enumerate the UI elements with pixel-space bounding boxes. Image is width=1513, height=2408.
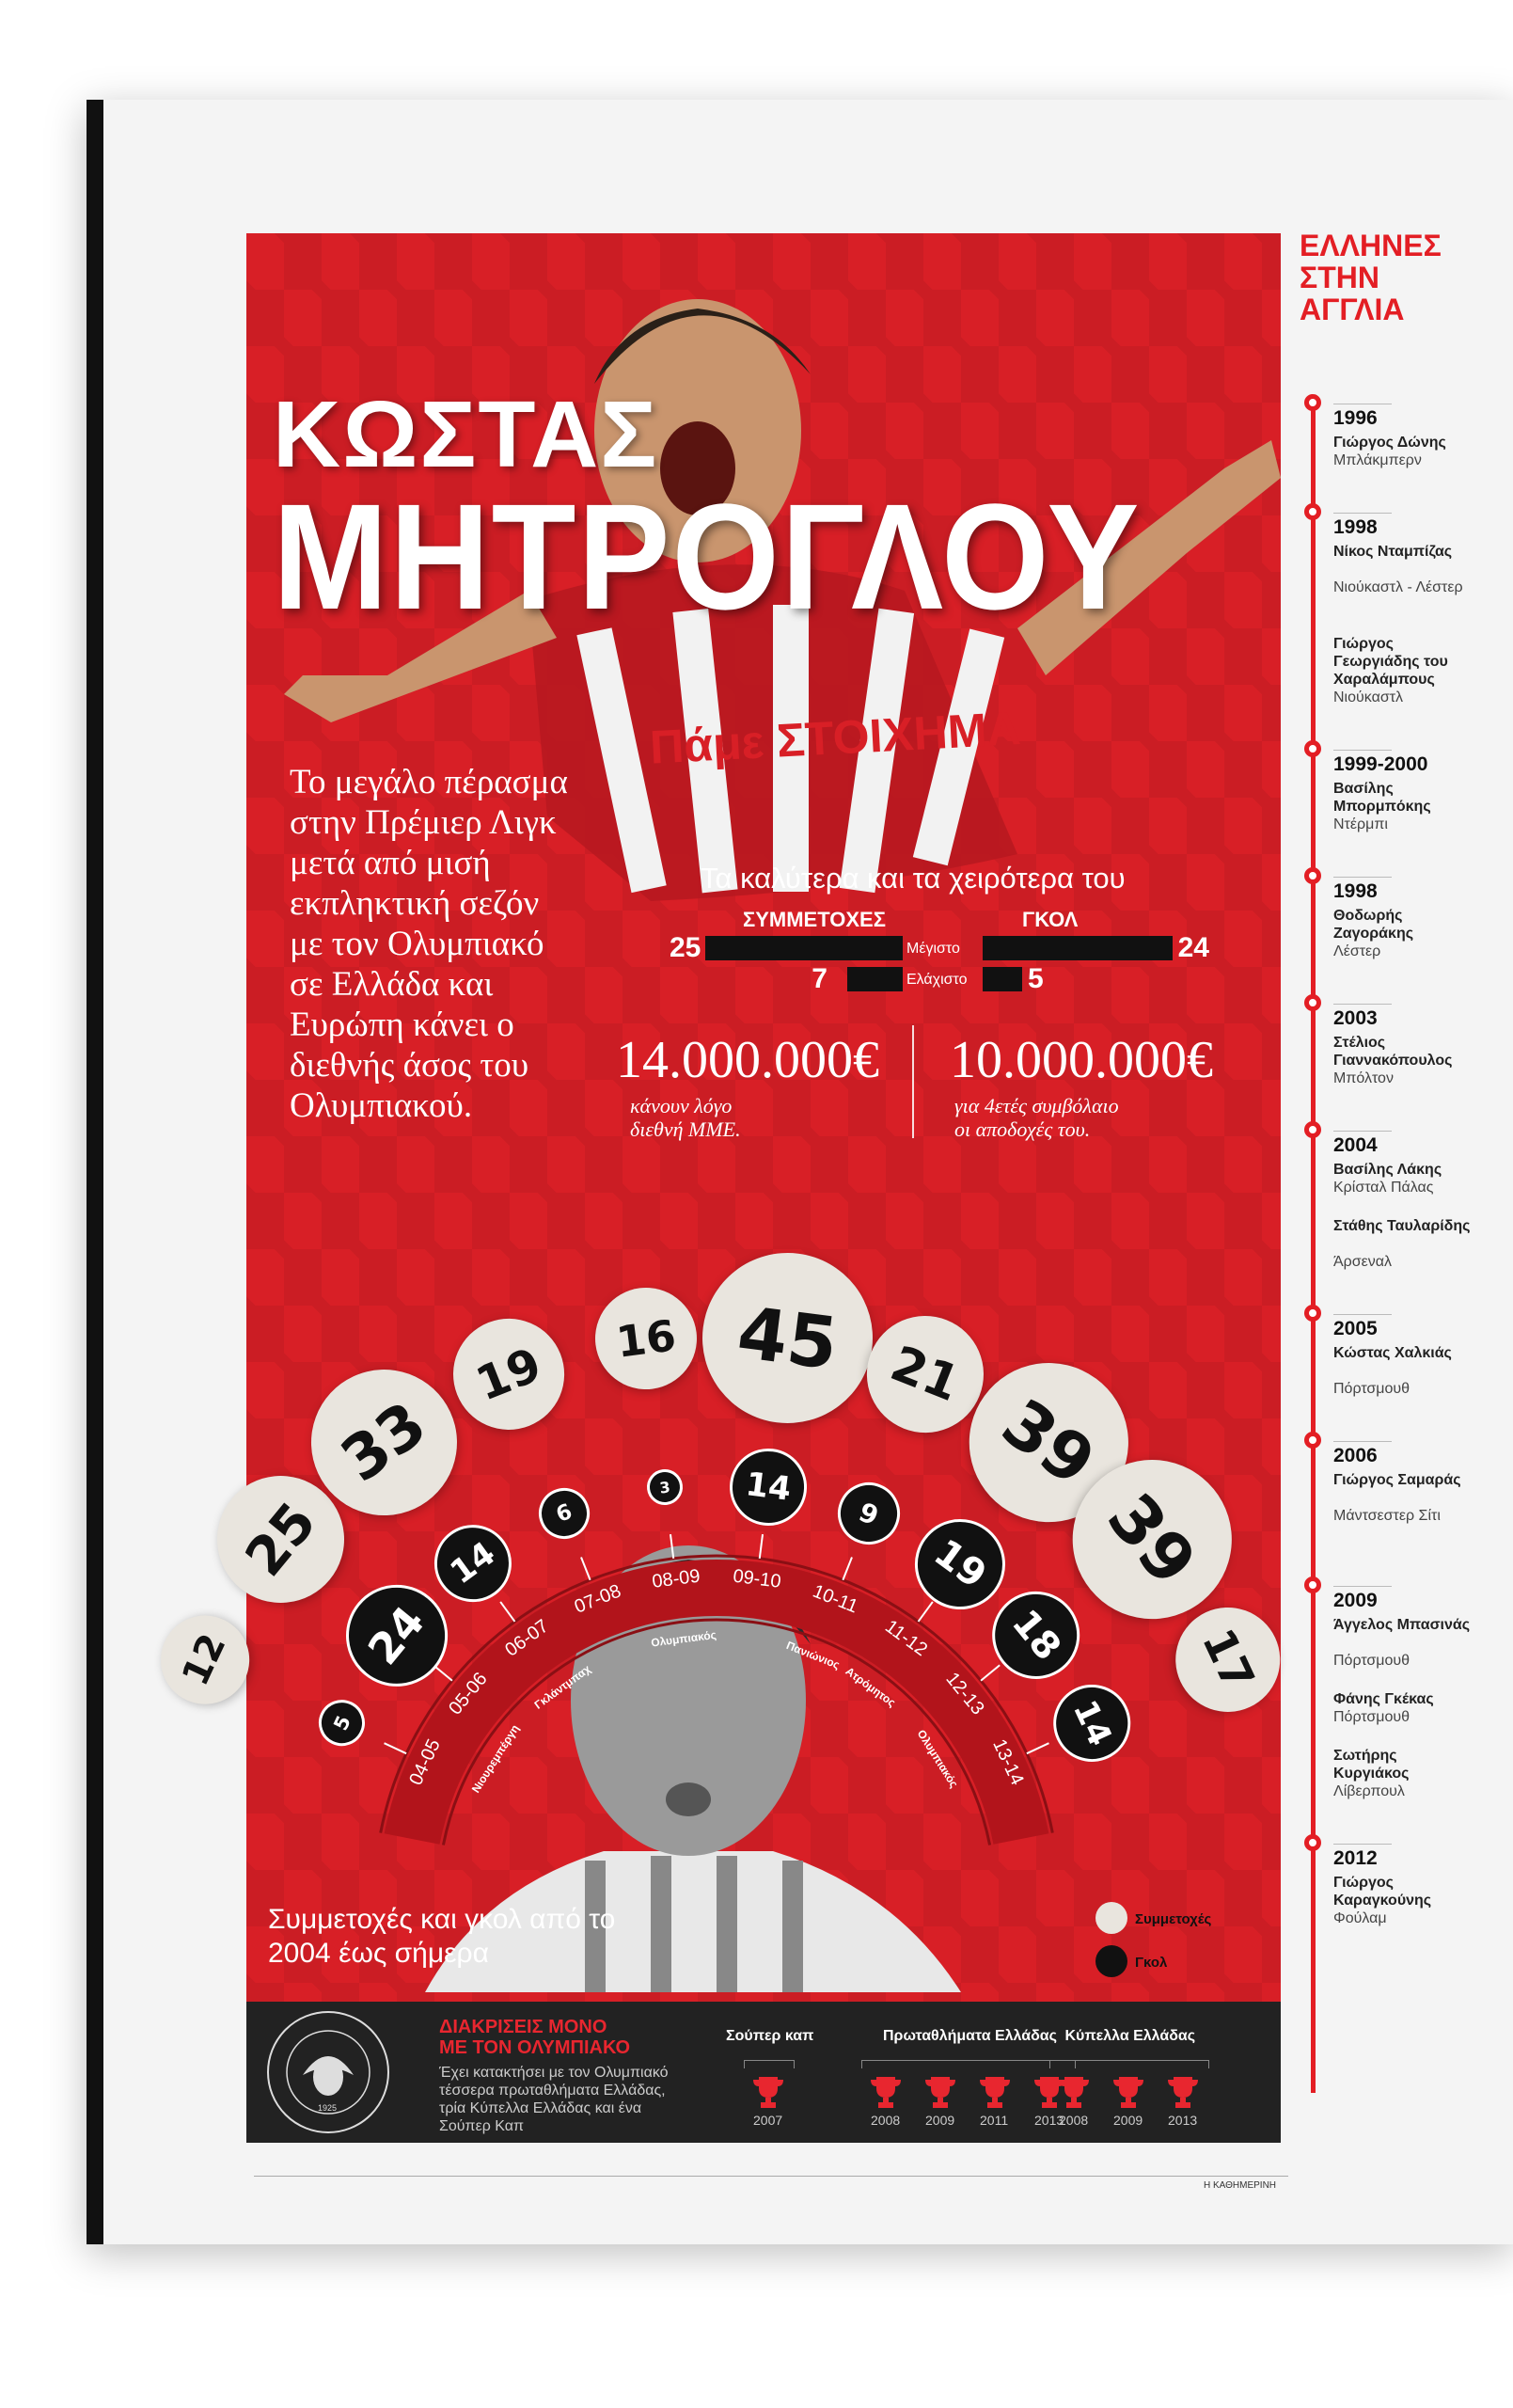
timeline-year: 2012 bbox=[1333, 1847, 1378, 1869]
timeline-rule bbox=[1333, 1844, 1392, 1845]
trophy-year: 2013 bbox=[1168, 2113, 1198, 2128]
salary-caption-2: οι αποδοχές του. bbox=[954, 1117, 1091, 1141]
trophy-icon bbox=[749, 2075, 787, 2109]
timeline-player-club: Μάντσεστερ Σίτι bbox=[1333, 1508, 1441, 1524]
club-label: Νιουρεμπέργη bbox=[468, 1722, 522, 1796]
timeline-rule bbox=[1333, 1131, 1392, 1132]
goals-min-bar bbox=[983, 967, 1022, 991]
timeline-year: 1998 bbox=[1333, 880, 1378, 902]
season-label: 11-12 bbox=[881, 1616, 932, 1661]
trophy-year: 2009 bbox=[925, 2113, 955, 2128]
trophy-year: 2009 bbox=[1113, 2113, 1143, 2128]
timeline-dot bbox=[1304, 740, 1321, 757]
season-label: 08-09 bbox=[651, 1565, 701, 1592]
season-tick bbox=[919, 1602, 933, 1622]
footer-rule bbox=[254, 2176, 1288, 2177]
timeline-rule bbox=[1333, 1314, 1392, 1315]
season-label: 05-06 bbox=[445, 1668, 492, 1719]
timeline-rule bbox=[1333, 877, 1392, 878]
appearances-bubble: 17 bbox=[1158, 1590, 1298, 1729]
timeline-dot bbox=[1304, 394, 1321, 411]
timeline-player-name: Νίκος Νταμπίζας bbox=[1333, 544, 1453, 560]
timeline-year: 1996 bbox=[1333, 407, 1378, 429]
transfer-fee-amount: 14.000.000€ bbox=[616, 1031, 879, 1089]
season-label: 07-08 bbox=[571, 1580, 624, 1618]
timeline-player-name: Θοδωρής Ζαγοράκης bbox=[1333, 908, 1414, 942]
honours-text: Έχει κατακτήσει με τον Ολυμπιακό τέσσερα πρωταθλήματα Ελλάδας, τρία Κύπελλα Ελλάδας και ένα Σούπερ Καπ bbox=[439, 2065, 669, 2134]
timeline-player-name: Άγγελος Μπασινάς bbox=[1333, 1617, 1471, 1633]
legend-goals-label: Γκολ bbox=[1135, 1955, 1168, 1971]
club-label: Γκλάντμπαχ bbox=[531, 1662, 593, 1712]
season-label: 09-10 bbox=[732, 1565, 782, 1592]
timeline-player-name: Φάνης Γκέκας bbox=[1333, 1691, 1434, 1707]
goals-bubble: 14 bbox=[418, 1510, 527, 1618]
logo-year: 1925 bbox=[318, 2103, 338, 2113]
timeline-player-club: Κρίσταλ Πάλας bbox=[1333, 1180, 1434, 1196]
trophy-icon bbox=[922, 2075, 959, 2109]
appearances-bubble: 19 bbox=[436, 1302, 580, 1446]
timeline-rule bbox=[1333, 750, 1392, 751]
season-tick bbox=[1027, 1743, 1049, 1753]
apps-max-bar bbox=[705, 936, 903, 960]
timeline-player-club: Ντέρμπι bbox=[1333, 816, 1388, 832]
best-worst-title: Τα καλύτερα και τα χειρότερα του bbox=[701, 862, 1126, 895]
goals-max-bar bbox=[983, 936, 1173, 960]
timeline-year: 2005 bbox=[1333, 1318, 1378, 1339]
trophy-year: 2008 bbox=[871, 2113, 901, 2128]
appearances-bubble: 21 bbox=[849, 1298, 1001, 1450]
sidebar-title-line-2: ΣΤΗΝ bbox=[1300, 261, 1379, 294]
honours-title-line-2: ΜΕ ΤΟΝ ΟΛΥΜΠΙΑΚΟ bbox=[439, 2037, 631, 2058]
season-tick bbox=[670, 1534, 673, 1559]
goals-bubble: 14 bbox=[1040, 1671, 1143, 1774]
timeline-rule bbox=[1333, 1004, 1392, 1005]
transfer-fee-caption-1: κάνουν λόγο bbox=[630, 1094, 733, 1117]
trophy-group-bracket bbox=[861, 2060, 1076, 2068]
timeline-dot bbox=[1304, 503, 1321, 520]
timeline-player-name: Γιώργος Γεωργιάδης του Χαραλάμπους bbox=[1333, 636, 1448, 688]
trophy-group-title: Κύπελλα Ελλάδας bbox=[1064, 2028, 1196, 2044]
goals-bubble: 14 bbox=[725, 1444, 812, 1530]
appearances-bubble: 16 bbox=[589, 1281, 702, 1395]
appearances-bubble: 25 bbox=[192, 1450, 370, 1629]
apps-header: ΣΥΜΜΕΤΟΧΕΣ bbox=[743, 908, 886, 931]
timeline-player-club: Πόρτσμουθ bbox=[1333, 1709, 1411, 1725]
timeline-player-club: Άρσεναλ bbox=[1333, 1254, 1393, 1270]
timeline-player-name: Βασίλης Μπορμπόκης bbox=[1333, 781, 1431, 815]
title-last-name: ΜΗΤΡΟΓΛΟΥ bbox=[273, 472, 1142, 641]
timeline-player-club: Νιούκαστλ - Λέστερ bbox=[1333, 579, 1463, 595]
appearances-bubble: 45 bbox=[692, 1244, 882, 1434]
timeline-dot bbox=[1304, 1834, 1321, 1851]
timeline-player-name: Γιώργος Σαμαράς bbox=[1333, 1472, 1461, 1488]
trophy-icon bbox=[1164, 2075, 1202, 2109]
timeline-player-club: Λίβερπουλ bbox=[1333, 1783, 1405, 1799]
season-tick bbox=[500, 1602, 514, 1622]
club-label: Πανιώνιος bbox=[784, 1639, 842, 1672]
salary-amount: 10.000.000€ bbox=[950, 1031, 1213, 1089]
timeline-player-club: Νιούκαστλ bbox=[1333, 689, 1404, 705]
legend-apps-label: Συμμετοχές bbox=[1135, 1911, 1212, 1927]
trophy-icon bbox=[1055, 2075, 1093, 2109]
timeline-player-name: Σωτήρης Κυργιάκος bbox=[1333, 1748, 1410, 1782]
goals-max-value: 24 bbox=[1177, 932, 1209, 963]
club-label: Ατρόμητος bbox=[843, 1664, 899, 1710]
intro-text: Το μεγάλο πέρασμα στην Πρέμιερ Λιγκ μετά από μισή εκπληκτική σεζόν με τον Ολυμπιακό σε Ελλάδα και Ευρώπη κάνει ο διεθνής άσος του Ολυμπιακού. bbox=[290, 763, 568, 1125]
season-arc-band bbox=[412, 1588, 1021, 1839]
timeline-player-name: Στάθης Ταυλαρίδης bbox=[1333, 1218, 1471, 1234]
timeline-rule bbox=[1333, 1441, 1392, 1442]
goals-bubble: 3 bbox=[644, 1467, 685, 1508]
appearances-bubble: 39 bbox=[1041, 1428, 1264, 1651]
appearances-bubble: 39 bbox=[938, 1331, 1160, 1553]
timeline-year: 2004 bbox=[1333, 1134, 1378, 1156]
appearances-bubble: 33 bbox=[282, 1340, 486, 1545]
goals-min-value: 5 bbox=[1028, 963, 1044, 994]
season-tick bbox=[385, 1743, 407, 1753]
season-label: 12-13 bbox=[941, 1668, 988, 1719]
timeline-year: 1998 bbox=[1333, 516, 1378, 538]
legend-apps-dot bbox=[1095, 1902, 1127, 1934]
sponsor-text: Πάμε ΣΤΟΙΧΗΜΑ bbox=[648, 702, 1022, 774]
season-label: 13-14 bbox=[988, 1735, 1028, 1789]
timeline-year: 2003 bbox=[1333, 1007, 1378, 1029]
trophy-year: 2007 bbox=[753, 2113, 783, 2128]
season-label: 06-07 bbox=[501, 1615, 553, 1661]
timeline-rule bbox=[1333, 1586, 1392, 1587]
trophy-icon bbox=[1110, 2075, 1147, 2109]
trophy-year: 2013 bbox=[1034, 2113, 1064, 2128]
honours-title bbox=[439, 2017, 630, 2058]
timeline-player-name: Βασίλης Λάκης bbox=[1333, 1162, 1442, 1178]
timeline-year: 2006 bbox=[1333, 1445, 1378, 1466]
min-label: Ελάχιστο bbox=[906, 972, 968, 988]
timeline-player-name: Γιώργος Δώνης bbox=[1333, 435, 1446, 451]
title-first-name: ΚΩΣΤΑΣ bbox=[273, 382, 659, 487]
season-label: 10-11 bbox=[810, 1580, 861, 1618]
trophy-group-bracket bbox=[1049, 2060, 1209, 2068]
timeline-player-name: Κώστας Χαλκιάς bbox=[1333, 1345, 1452, 1361]
season-tick bbox=[981, 1665, 1000, 1681]
goals-bubble: 19 bbox=[897, 1501, 1023, 1627]
sidebar-title bbox=[1300, 230, 1442, 325]
timeline-player-club: Μπλάκμπερν bbox=[1333, 452, 1422, 468]
trophy-icon bbox=[976, 2075, 1014, 2109]
timeline-player-club: Μπόλτον bbox=[1333, 1070, 1394, 1086]
club-label: Ολυμπιακός bbox=[914, 1727, 961, 1791]
goals-bubble: 18 bbox=[974, 1574, 1097, 1697]
trophy-year: 2008 bbox=[1059, 2113, 1089, 2128]
trophy-group-title: Σούπερ καπ bbox=[726, 2028, 814, 2044]
olympiacos-logo bbox=[265, 2009, 392, 2136]
trophy-year: 2011 bbox=[980, 2113, 1009, 2128]
apps-min-value: 7 bbox=[812, 963, 827, 994]
goals-bubble: 5 bbox=[311, 1692, 372, 1753]
goals-bubble: 9 bbox=[829, 1473, 910, 1554]
goals-bubble: 24 bbox=[325, 1564, 468, 1707]
transfer-fee-caption-2: διεθνή ΜΜΕ. bbox=[630, 1117, 741, 1141]
timeline-dot bbox=[1304, 994, 1321, 1011]
goals-bubble: 6 bbox=[531, 1481, 597, 1546]
timeline-rule bbox=[1333, 513, 1392, 514]
season-tick bbox=[581, 1558, 591, 1580]
timeline-player-name: Στέλιος Γιαννακόπουλος bbox=[1333, 1035, 1453, 1069]
newspaper-brand: Η ΚΑΘΗΜΕΡΙΝΗ bbox=[1204, 2180, 1277, 2191]
timeline-dot bbox=[1304, 867, 1321, 884]
timeline-dot bbox=[1304, 1121, 1321, 1138]
salary-caption-1: για 4ετές συμβόλαιο bbox=[954, 1094, 1119, 1117]
chart-caption: Συμμετοχές και γκολ από το 2004 έως σήμερα bbox=[268, 1904, 616, 1969]
trophy-group-bracket bbox=[744, 2060, 795, 2068]
timeline-dot bbox=[1304, 1305, 1321, 1322]
timeline-year: 1999-2000 bbox=[1333, 753, 1428, 775]
trophy-group-title: Πρωταθλήματα Ελλάδας bbox=[883, 2028, 1057, 2044]
sidebar-title-line-1: ΕΛΛΗΝΕΣ bbox=[1300, 229, 1442, 262]
magazine-spine bbox=[87, 100, 103, 2244]
timeline-player-club: Πόρτσμουθ bbox=[1333, 1653, 1411, 1669]
money-divider bbox=[912, 1025, 914, 1138]
sidebar-title-line-3: ΑΓΓΛΙΑ bbox=[1300, 293, 1405, 326]
max-label: Μέγιστο bbox=[906, 941, 960, 957]
apps-max-value: 25 bbox=[670, 932, 701, 963]
season-tick bbox=[843, 1558, 852, 1580]
timeline-player-club: Λέστερ bbox=[1333, 943, 1381, 959]
timeline-dot bbox=[1304, 1432, 1321, 1449]
goals-header: ΓΚΟΛ bbox=[1022, 908, 1079, 931]
apps-min-bar bbox=[847, 967, 903, 991]
season-label: 04-05 bbox=[405, 1735, 445, 1789]
honours-title-line-1: ΔΙΑΚΡΙΣΕΙΣ ΜΟΝΟ bbox=[439, 2017, 607, 2037]
club-label: Ολυμπιακός bbox=[650, 1627, 717, 1650]
honours-footer bbox=[246, 2002, 1281, 2143]
timeline-player-club: Φούλαμ bbox=[1333, 1910, 1387, 1926]
timeline-player-club: Πόρτσμουθ bbox=[1333, 1381, 1411, 1397]
timeline-player-name: Γιώργος Καραγκούνης bbox=[1333, 1875, 1432, 1909]
timeline-dot bbox=[1304, 1576, 1321, 1593]
trophy-icon bbox=[867, 2075, 905, 2109]
appearances-bubble: 12 bbox=[147, 1601, 263, 1718]
legend-goals-dot bbox=[1095, 1945, 1127, 1977]
timeline-year: 2009 bbox=[1333, 1590, 1378, 1611]
season-tick bbox=[760, 1534, 763, 1559]
